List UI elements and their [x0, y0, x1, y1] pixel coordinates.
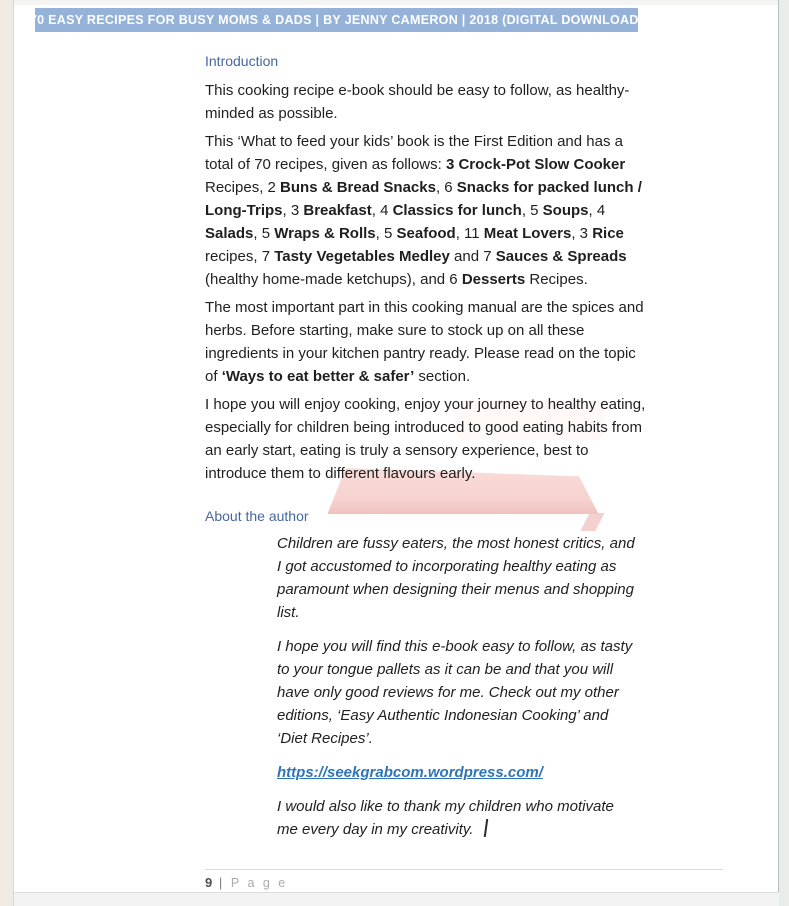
author-link-line	[277, 761, 635, 784]
left-margin-strip	[0, 0, 14, 906]
introduction-heading: Introduction	[205, 53, 279, 69]
about-the-author-heading: About the author	[205, 508, 309, 524]
header-banner	[29, 8, 644, 32]
header-banner-title: 70 EASY RECIPES FOR BUSY MOMS & DADS | BY JENNY CAMERON | 2018 (DIGITAL DOWNLOAD)	[29, 13, 644, 27]
page-number-separator: |	[218, 875, 223, 890]
author-paragraph-3	[277, 795, 635, 841]
text-cursor	[483, 819, 487, 837]
author-quote-block	[277, 532, 635, 841]
author-paragraph-1: Children are fussy eaters, the most honest critics, and I got accustomed to incorporating healthy eating as paramount when designing their menus and shopping list.	[277, 535, 635, 621]
intro-paragraph-3-spices: The most important part in this cooking manual are the spices and herbs. Before starting, make sure to stock up on all these ingredients in your kitchen pantry ready. Please read on the topic of ‘Ways to eat better & safer’ section.	[205, 299, 644, 385]
right-scroll-strip	[778, 0, 789, 906]
top-edge-strip	[14, 0, 789, 5]
author-paragraph-2: I hope you will find this e-book easy to follow, as tasty to your tongue pallets as it can be and that you will have only good reviews for me. Check out my other editions, ‘Easy Authentic Indonesian Cooking’ and ‘Diet Recipes’.	[277, 638, 633, 747]
wordpress-link[interactable]: https://seekgrabcom.wordpress.com/	[277, 764, 543, 781]
bottom-edge-strip	[14, 892, 779, 906]
document-body	[205, 52, 650, 852]
page-number: 9	[205, 875, 213, 890]
page-footer	[205, 869, 723, 890]
page-label: P a g e	[230, 876, 288, 890]
intro-paragraph-1: This cooking recipe e-book should be easy to follow, as healthy-minded as possible.	[205, 82, 630, 122]
author-paragraph-3-text: I would also like to thank my children who motivate me every day in my creativity.	[277, 798, 614, 838]
intro-paragraph-4-enjoy: I hope you will enjoy cooking, enjoy your journey to healthy eating, especially for children being introduced to good eating habits from an early start, eating is truly a sensory experience, best to introduce them to different flavours early.	[205, 396, 646, 482]
intro-paragraph-2-recipe-list: This ‘What to feed your kids’ book is the First Edition and has a total of 70 recipes, given as follows: 3 Crock-Pot Slow Cooker Recipes, 2 Buns & Bread Snacks, 6 Snacks for packed lunch / Long-Trips, 3 Breakfast, 4 Classics for lunch, 5 Soups, 4 Salads, 5 Wraps & Rolls, 5 Seafood, 11 Meat Lovers, 3 Rice recipes, 7 Tasty Vegetables Medley and 7 Sauces & Spreads (healthy home-made ketchups), and 6 Desserts Recipes.	[205, 133, 642, 288]
